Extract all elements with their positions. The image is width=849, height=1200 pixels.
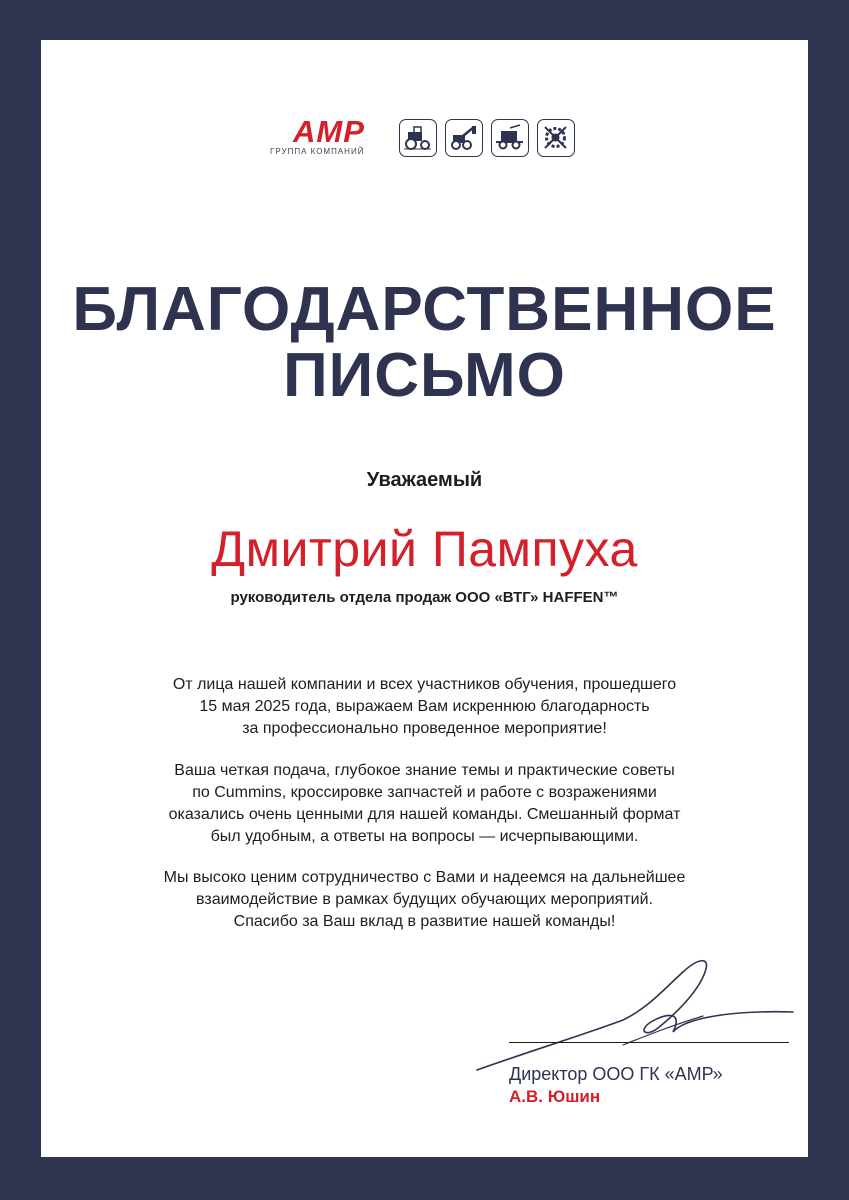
paragraph-2 [81, 760, 768, 848]
paragraph-line: Мы высоко ценим сотрудничество с Вами и надеемся на дальнейшее [163, 869, 686, 886]
recipient-name: Дмитрий Пампуха [211, 521, 638, 577]
title-line-2: ПИСЬМО [283, 341, 566, 410]
brand-name: АМР [293, 117, 365, 147]
paragraph-line: 15 мая 2025 года, выражаем Вам искреннюю благодарность [199, 698, 650, 715]
salutation: Уважаемый [366, 469, 483, 491]
brand-subtitle: ГРУППА КОМПАНИЙ [270, 147, 365, 156]
recipient-position: руководитель отдела продаж ООО «ВТГ» HAFFEN™ [230, 589, 619, 606]
paragraph-line: От лица нашей компании и всех участников обучения, прошедшего [172, 676, 677, 693]
brand-logo [270, 117, 390, 159]
tractor-icon [399, 119, 437, 157]
header-logo [270, 117, 590, 159]
paragraph-line: за профессионально проведенное мероприятие! [242, 720, 607, 737]
title-line-1: БЛАГОДАРСТВЕННОЕ [72, 275, 777, 344]
brand-wordmark-icon [270, 117, 388, 147]
paragraph-line: взаимодействие в рамках будущих обучающих мероприятий. [196, 891, 653, 908]
paragraph-1 [81, 674, 768, 740]
paragraph-line: Спасибо за Ваш вклад в развитие нашей команды! [233, 913, 616, 930]
paragraph-3 [81, 867, 768, 933]
signer-role: Директор ООО ГК «АМР» [509, 1064, 723, 1084]
paragraph-line: по Cummins, кроссировке запчастей и работе с возражениями [192, 784, 657, 801]
harvester-icon [491, 119, 529, 157]
paragraph-line: Ваша четкая подача, глубокое знание темы и практические советы [174, 762, 675, 779]
paragraph-line: оказались очень ценными для нашей команды. Смешанный формат [168, 806, 681, 823]
gear-emblem-icon [537, 119, 575, 157]
letter-sheet [41, 40, 808, 1157]
loader-icon [445, 119, 483, 157]
letter-title [41, 277, 808, 409]
signer-name: А.В. Юшин [509, 1087, 601, 1106]
handwritten-signature [473, 950, 803, 1075]
signature-line [509, 1042, 789, 1043]
paragraph-line: был удобным, а ответы на вопросы — исчерпывающими. [210, 828, 639, 845]
